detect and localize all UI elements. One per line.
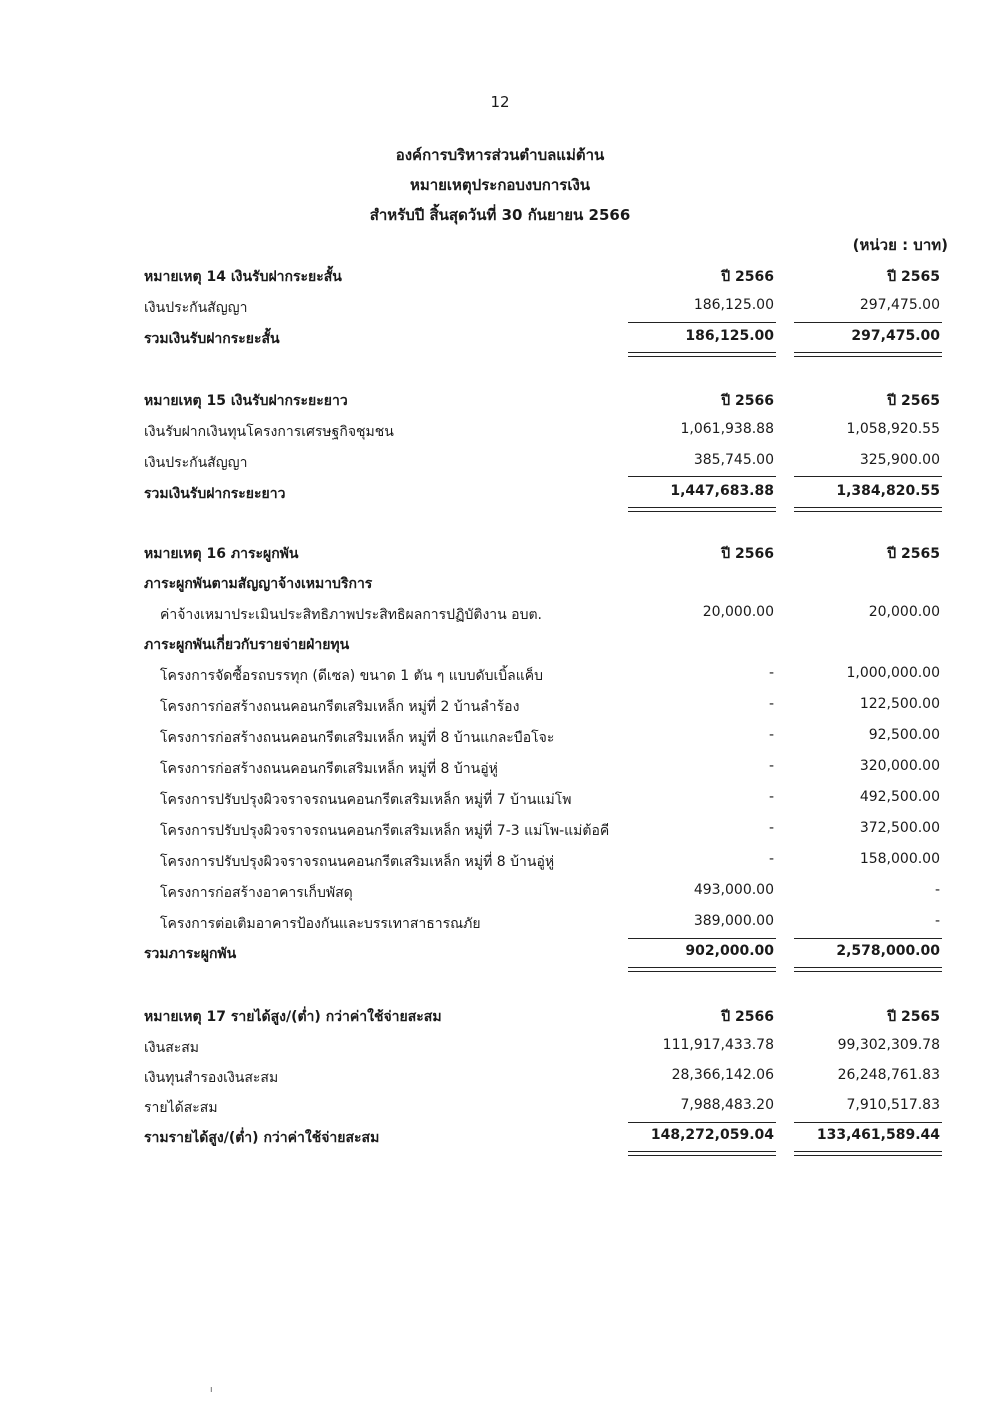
table-row bbox=[0, 297, 1000, 323]
row-label: โครงการก่อสร้างถนนคอนกรีตเสริมเหล็ก หมู่ที่ 2 บ้านลำร้อง bbox=[160, 699, 520, 715]
row-label: โครงการปรับปรุงผิวจราจรถนนคอนกรีตเสริมเหล็ก หมู่ที่ 7-3 แม่โพ-แม่ต้อคี bbox=[160, 823, 610, 839]
column-year-2565: ปี 2565 bbox=[887, 1009, 940, 1025]
table-row bbox=[0, 789, 1000, 815]
group-label: ภาระผูกพันเกี่ยวกับรายจ่ายฝ่ายทุน bbox=[144, 637, 350, 653]
subtotal-line bbox=[794, 938, 942, 939]
value-2565: 325,900.00 bbox=[859, 452, 940, 468]
currency-unit: (หน่วย : บาท) bbox=[852, 236, 948, 254]
row-label: เงินประกันสัญญา bbox=[144, 300, 248, 316]
table-row bbox=[0, 758, 1000, 784]
row-label: โครงการก่อสร้างอาคารเก็บพัสดุ bbox=[160, 885, 353, 901]
note14-heading bbox=[0, 266, 1000, 292]
subtotal-line bbox=[794, 322, 942, 323]
scan-mark: ı bbox=[210, 1385, 213, 1395]
column-year-2566: ปี 2566 bbox=[721, 269, 774, 285]
row-label: เงินสะสม bbox=[144, 1040, 200, 1056]
subtotal-line bbox=[628, 938, 776, 939]
note16-group-capital bbox=[0, 634, 1000, 660]
value-2565: 297,475.00 bbox=[859, 297, 940, 313]
total-label: รวมเงินรับฝากระยะสั้น bbox=[144, 331, 280, 347]
double-underline bbox=[628, 507, 776, 512]
note16-title: หมายเหตุ 16 ภาระผูกพัน bbox=[144, 546, 299, 562]
double-underline bbox=[794, 967, 942, 972]
double-underline bbox=[794, 1151, 942, 1156]
note15-total-row bbox=[0, 483, 1000, 509]
org-name: องค์การบริหารส่วนตำบลแม่ต้าน bbox=[395, 146, 605, 164]
total-2566: 186,125.00 bbox=[685, 328, 774, 344]
value-2565: 158,000.00 bbox=[859, 851, 940, 867]
row-label: โครงการก่อสร้างถนนคอนกรีตเสริมเหล็ก หมู่ที่ 8 บ้านอู่หู่ bbox=[160, 761, 498, 777]
value-2566: - bbox=[768, 789, 774, 805]
table-row bbox=[0, 851, 1000, 877]
total-2566: 902,000.00 bbox=[685, 943, 774, 959]
value-2566: - bbox=[768, 851, 774, 867]
column-year-2566: ปี 2566 bbox=[721, 393, 774, 409]
value-2566: 20,000.00 bbox=[702, 604, 774, 620]
note15-heading bbox=[0, 390, 1000, 416]
subtotal-line bbox=[628, 476, 776, 477]
total-2565: 2,578,000.00 bbox=[836, 943, 940, 959]
total-2566: 1,447,683.88 bbox=[670, 483, 774, 499]
group-label: ภาระผูกพันตามสัญญาจ้างเหมาบริการ bbox=[144, 576, 373, 592]
value-2565: - bbox=[934, 882, 940, 898]
row-label: รายได้สะสม bbox=[144, 1100, 218, 1116]
double-underline bbox=[628, 352, 776, 357]
value-2565: 372,500.00 bbox=[859, 820, 940, 836]
subtotal-line bbox=[794, 1122, 942, 1123]
total-label: รวมภาระผูกพัน bbox=[144, 946, 237, 962]
table-row bbox=[0, 604, 1000, 630]
row-label: เงินทุนสำรองเงินสะสม bbox=[144, 1070, 279, 1086]
row-label: โครงการจัดซื้อรถบรรทุก (ดีเซล) ขนาด 1 ตัน ๆ แบบดับเบิ้ลแค็บ bbox=[160, 668, 543, 684]
table-row bbox=[0, 882, 1000, 908]
row-label: โครงการปรับปรุงผิวจราจรถนนคอนกรีตเสริมเหล็ก หมู่ที่ 7 บ้านแม่โพ bbox=[160, 792, 572, 808]
column-year-2565: ปี 2565 bbox=[887, 393, 940, 409]
value-2566: - bbox=[768, 665, 774, 681]
value-2565: 1,000,000.00 bbox=[846, 665, 940, 681]
total-2565: 133,461,589.44 bbox=[816, 1127, 940, 1143]
table-row bbox=[0, 1037, 1000, 1063]
row-label: โครงการก่อสร้างถนนคอนกรีตเสริมเหล็ก หมู่ที่ 8 บ้านแกละบือโจะ bbox=[160, 730, 555, 746]
value-2566: 28,366,142.06 bbox=[671, 1067, 774, 1083]
table-row bbox=[0, 665, 1000, 691]
subtotal-line bbox=[628, 1122, 776, 1123]
total-2565: 1,384,820.55 bbox=[836, 483, 940, 499]
row-label: โครงการปรับปรุงผิวจราจรถนนคอนกรีตเสริมเหล็ก หมู่ที่ 8 บ้านอู่หู่ bbox=[160, 854, 555, 870]
row-label: โครงการต่อเติมอาคารป้องกันและบรรเทาสาธารณภัย bbox=[160, 916, 481, 932]
note16-total-row bbox=[0, 943, 1000, 969]
statement-subtitle: หมายเหตุประกอบงบการเงิน bbox=[409, 176, 591, 194]
table-row bbox=[0, 1097, 1000, 1123]
row-label: เงินรับฝากเงินทุนโครงการเศรษฐกิจชุมชน bbox=[144, 424, 394, 440]
table-row bbox=[0, 727, 1000, 753]
table-row bbox=[0, 452, 1000, 478]
value-2565: 26,248,761.83 bbox=[837, 1067, 940, 1083]
note17-total-row bbox=[0, 1127, 1000, 1153]
note17-title: หมายเหตุ 17 รายได้สูง/(ต่ำ) กว่าค่าใช้จ่ายสะสม bbox=[144, 1009, 442, 1025]
total-label: รวมเงินรับฝากระยะยาว bbox=[144, 486, 286, 502]
value-2566: 493,000.00 bbox=[693, 882, 774, 898]
subtotal-line bbox=[794, 476, 942, 477]
value-2566: 186,125.00 bbox=[693, 297, 774, 313]
note16-heading bbox=[0, 543, 1000, 569]
double-underline bbox=[794, 352, 942, 357]
double-underline bbox=[628, 1151, 776, 1156]
table-row bbox=[0, 696, 1000, 722]
table-row bbox=[0, 913, 1000, 939]
column-year-2565: ปี 2565 bbox=[887, 546, 940, 562]
column-year-2565: ปี 2565 bbox=[887, 269, 940, 285]
note14-title: หมายเหตุ 14 เงินรับฝากระยะสั้น bbox=[144, 269, 342, 285]
value-2565: - bbox=[934, 913, 940, 929]
value-2566: - bbox=[768, 727, 774, 743]
value-2566: - bbox=[768, 758, 774, 774]
total-label: รามรายได้สูง/(ต่ำ) กว่าค่าใช้จ่ายสะสม bbox=[144, 1130, 380, 1146]
total-2565: 297,475.00 bbox=[851, 328, 940, 344]
value-2565: 92,500.00 bbox=[868, 727, 940, 743]
value-2566: 385,745.00 bbox=[693, 452, 774, 468]
value-2566: 7,988,483.20 bbox=[680, 1097, 774, 1113]
note17-heading bbox=[0, 1006, 1000, 1032]
table-row bbox=[0, 1067, 1000, 1093]
note16-group-service bbox=[0, 573, 1000, 599]
subtotal-line bbox=[628, 322, 776, 323]
double-underline bbox=[794, 507, 942, 512]
column-year-2566: ปี 2566 bbox=[721, 1009, 774, 1025]
note15-title: หมายเหตุ 15 เงินรับฝากระยะยาว bbox=[144, 393, 348, 409]
value-2566: - bbox=[768, 820, 774, 836]
value-2565: 1,058,920.55 bbox=[846, 421, 940, 437]
value-2565: 492,500.00 bbox=[859, 789, 940, 805]
statement-period: สำหรับปี สิ้นสุดวันที่ 30 กันยายน 2566 bbox=[369, 206, 631, 224]
column-year-2566: ปี 2566 bbox=[721, 546, 774, 562]
table-row bbox=[0, 421, 1000, 447]
value-2565: 99,302,309.78 bbox=[837, 1037, 940, 1053]
row-label: ค่าจ้างเหมาประเมินประสิทธิภาพประสิทธิผลการปฏิบัติงาน อบต. bbox=[160, 607, 543, 623]
value-2566: 1,061,938.88 bbox=[680, 421, 774, 437]
table-row bbox=[0, 820, 1000, 846]
note14-total-row bbox=[0, 328, 1000, 354]
page-number: 12 bbox=[490, 93, 510, 111]
value-2565: 122,500.00 bbox=[859, 696, 940, 712]
value-2565: 7,910,517.83 bbox=[846, 1097, 940, 1113]
value-2566: 111,917,433.78 bbox=[662, 1037, 774, 1053]
double-underline bbox=[628, 967, 776, 972]
value-2566: 389,000.00 bbox=[693, 913, 774, 929]
row-label: เงินประกันสัญญา bbox=[144, 455, 248, 471]
value-2565: 20,000.00 bbox=[868, 604, 940, 620]
value-2566: - bbox=[768, 696, 774, 712]
total-2566: 148,272,059.04 bbox=[650, 1127, 774, 1143]
value-2565: 320,000.00 bbox=[859, 758, 940, 774]
